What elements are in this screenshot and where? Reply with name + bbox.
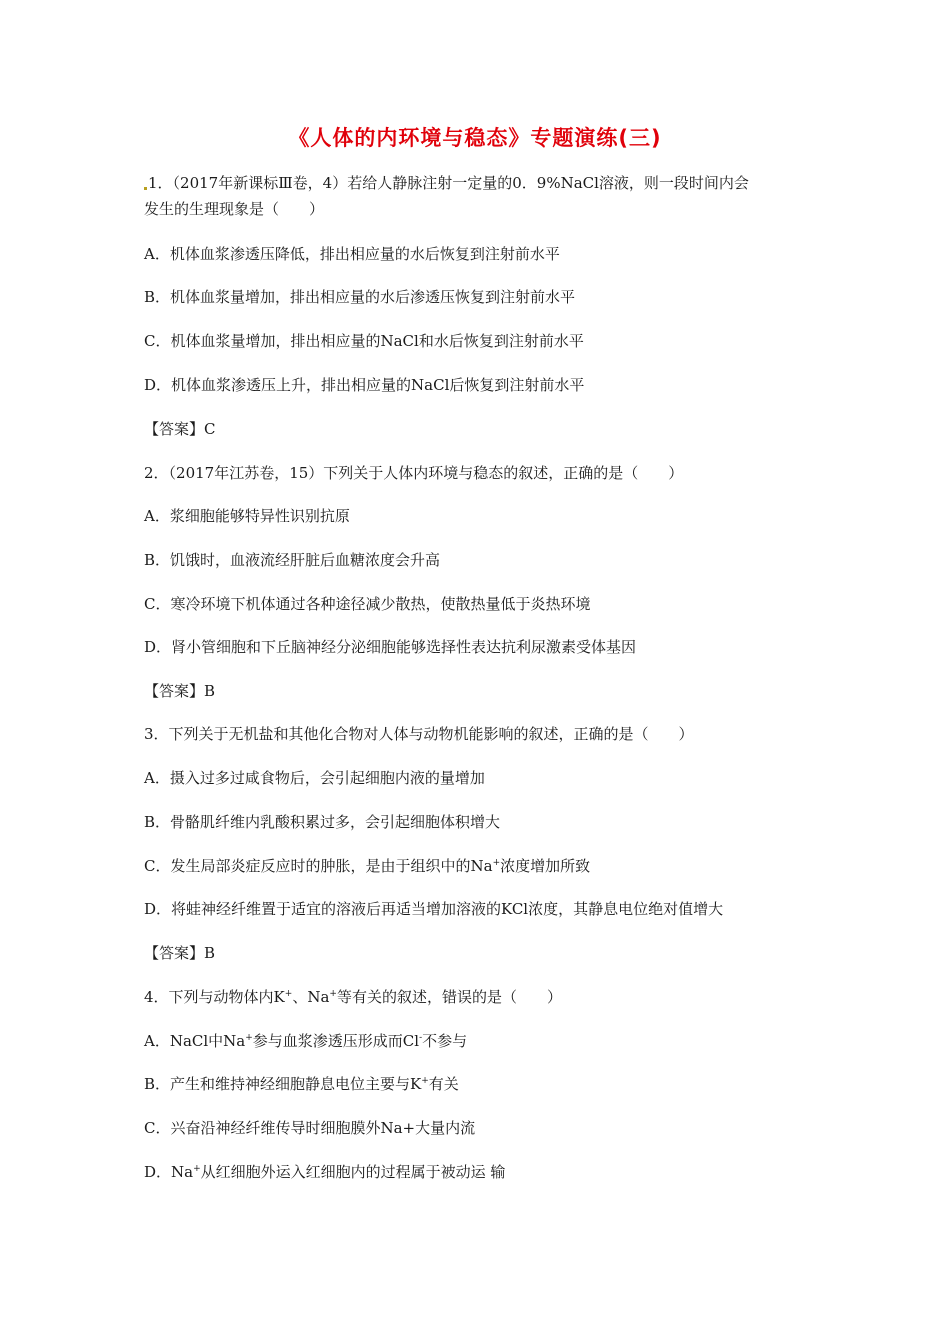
question-4-option-b: B．产生和维持神经细胞静息电位主要与K+有关 xyxy=(144,1075,459,1093)
question-4-stem: 4．下列与动物体内K+、Na+等有关的叙述，错误的是（ ） xyxy=(144,988,562,1006)
question-3-option-b: B．骨骼肌纤维内乳酸积累过多，会引起细胞体积增大 xyxy=(144,813,501,831)
question-2-option-d: D．肾小管细胞和下丘脑神经分泌细胞能够选择性表达抗利尿激素受体基因 xyxy=(144,638,637,656)
question-1-option-c: C．机体血浆量增加，排出相应量的NaCl和水后恢复到注射前水平 xyxy=(144,332,584,350)
question-2-option-c: C．寒冷环境下机体通过各种途径减少散热，使散热量低于炎热环境 xyxy=(144,595,591,613)
question-1-option-d: D．机体血浆渗透压上升，排出相应量的NaCl后恢复到注射前水平 xyxy=(144,376,585,394)
question-4-option-a: A．NaCl中Na+参与血浆渗透压形成而Cl-不参与 xyxy=(144,1032,468,1050)
question-3-stem: 3．下列关于无机盐和其他化合物对人体与动物机能影响的叙述，正确的是（ ） xyxy=(144,725,694,743)
question-3-answer: 【答案】B xyxy=(144,944,216,962)
question-1-option-a: A．机体血浆渗透压降低，排出相应量的水后恢复到注射前水平 xyxy=(144,245,560,263)
question-4-option-c: C．兴奋沿神经纤维传导时细胞膜外Na+大量内流 xyxy=(144,1119,476,1137)
page-title: 《人体的内环境与稳态》专题演练(三) xyxy=(288,126,662,150)
question-1-option-b: B．机体血浆量增加，排出相应量的水后渗透压恢复到注射前水平 xyxy=(144,288,576,306)
question-3-option-a: A．摄入过多过咸食物后，会引起细胞内液的量增加 xyxy=(144,769,485,787)
question-2-option-b: B．饥饿时，血液流经肝脏后血糖浓度会升高 xyxy=(144,551,441,569)
question-2-stem: 2．（2017年江苏卷，15）下列关于人体内环境与稳态的叙述，正确的是（ ） xyxy=(144,464,684,482)
question-1-stem-line-2: 发生的生理现象是（ ） xyxy=(144,200,325,218)
question-1-answer: 【答案】C xyxy=(144,420,216,438)
question-2-option-a: A．浆细胞能够特异性识别抗原 xyxy=(144,507,350,525)
question-2-answer: 【答案】B xyxy=(144,682,216,700)
question-1-stem-line-1: 1．（2017年新课标Ⅲ卷，4）若给人静脉注射一定量的0．9%NaCl溶液，则一段时间内会 xyxy=(144,172,824,194)
question-3-option-c: C．发生局部炎症反应时的肿胀，是由于组织中的Na+浓度增加所致 xyxy=(144,857,591,875)
marker-dot-icon xyxy=(144,187,147,190)
question-4-option-d: D．Na+从红细胞外运入红细胞内的过程属于被动运 输 xyxy=(144,1163,506,1181)
question-3-option-d: D．将蛙神经纤维置于适宜的溶液后再适当增加溶液的KCl浓度，其静息电位绝对值增大 xyxy=(144,900,724,918)
